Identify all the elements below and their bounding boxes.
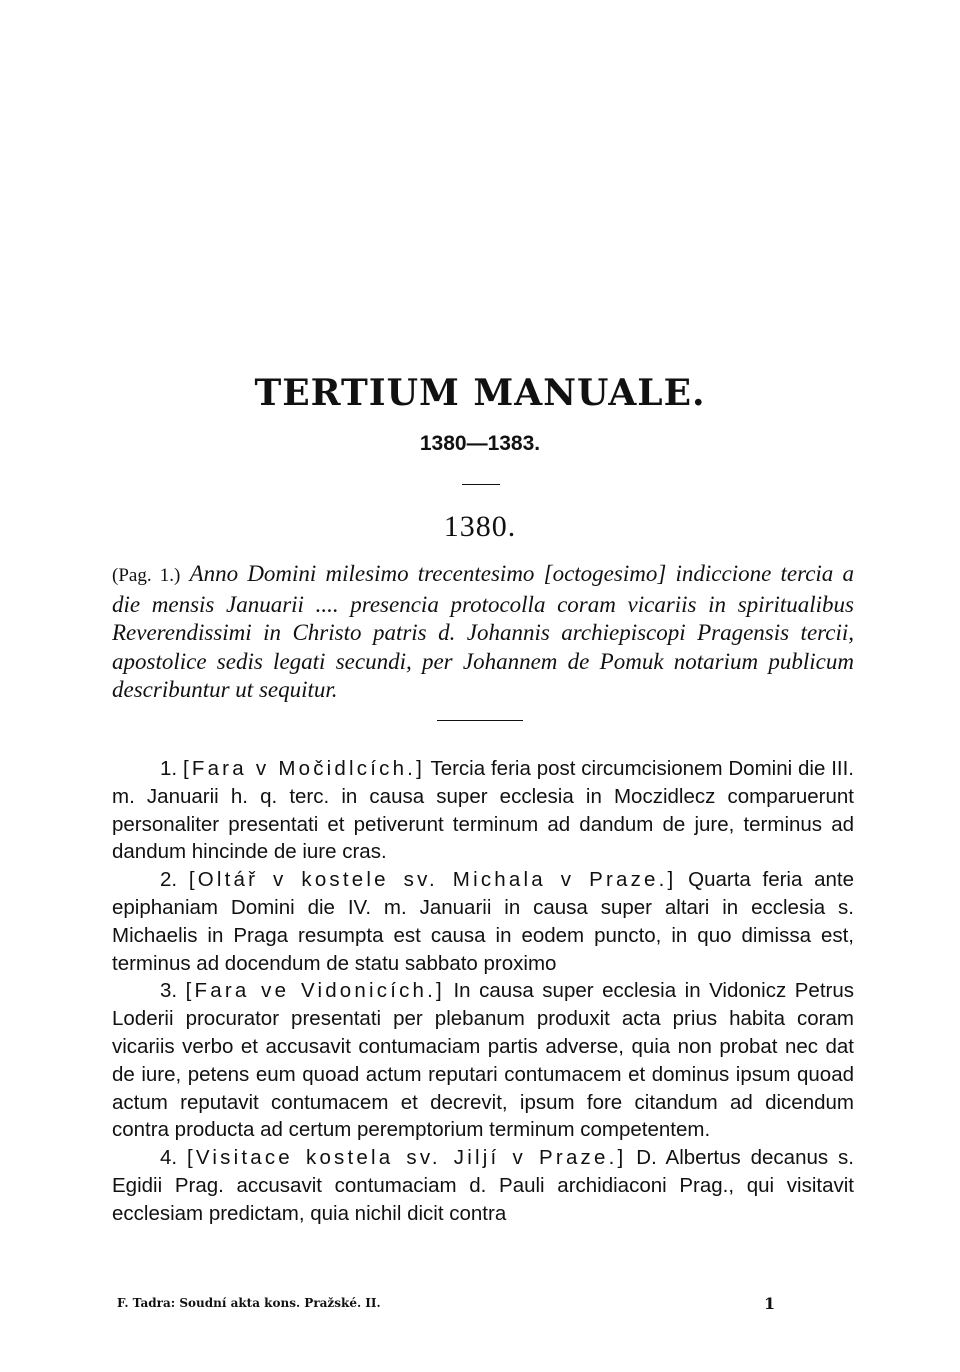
intro-paragraph bbox=[112, 560, 854, 705]
entry-number: 3. bbox=[160, 979, 178, 1003]
entry-text: Tercia feria post circumcisionem Domini die III. m. Januarii h. q. terc. in causa super ecclesia in Moczidlecz comparuerunt personaliter presentati et petiverunt terminum ad dandum de jure, terminus ad dandum hincinde de iure cras. bbox=[112, 757, 854, 864]
section-year: 1380. bbox=[443, 510, 517, 543]
divider-rule bbox=[437, 720, 523, 721]
entry-text: In causa super ecclesia in Vidonicz Petrus Loderii procurator presentati per plebanum produxit acta prius habita coram vicariis verbo et accusavit contumaciam partis adverse, quia non probat nec dat de iure, petens eum quoad actum reputari contumacem et dominus ipsum quoad actum reputavit contumacem et decrevit, ipsum fore citandum ad dicendum contra producta ad certum peremptorium terminum competentem. bbox=[112, 979, 854, 1142]
divider-short bbox=[462, 484, 500, 485]
entry-item bbox=[112, 1144, 854, 1227]
entry-number: 4. bbox=[160, 1146, 178, 1170]
entry-heading: [Oltář v kostele sv. Michala v Praze.] bbox=[188, 868, 677, 892]
entry-heading: [Fara ve Vidonicích.] bbox=[185, 979, 445, 1003]
entry-heading: [Visitace kostela sv. Jiljí v Praze.] bbox=[187, 1146, 627, 1170]
entry-text: Quarta feria ante epiphaniam Domini die IV. m. Januarii in causa super altari in ecclesia s. Michaelis in Praga resumpta est causa in eodem puncto, in quo dimissa est, terminus ad docendum de statu sabbato proximo bbox=[112, 868, 854, 975]
entry-item bbox=[112, 977, 854, 1144]
year-range: 1380—1383. bbox=[419, 432, 541, 455]
intro-text: Anno Domini milesimo trecentesimo [octogesimo] indiccione tercia a die mensis Januarii .... presencia protocolla coram vicariis in spiritualibus Reverendissimi in Christo patris d. Johannis archiepiscopi Pragensis tercii, apostolice sedis legati secundi, per Johannem de Pomuk notarium publicum describuntur ut sequitur. bbox=[112, 561, 854, 702]
entry-number: 2. bbox=[160, 868, 178, 892]
page-reference: (Pag. 1.) bbox=[112, 565, 181, 586]
page-number: 1 bbox=[764, 1294, 776, 1313]
entry-text: D. Albertus decanus s. Egidii Prag. accusavit contumaciam d. Pauli archidiaconi Prag., qui visitavit ecclesiam predictam, quia nichil dicit contra bbox=[112, 1146, 854, 1225]
entry-item bbox=[112, 866, 854, 977]
entry-heading: [Fara v Močidlcích.] bbox=[182, 757, 425, 780]
entries-list bbox=[112, 755, 854, 1228]
footer-signature: F. Tadra: Soudní akta kons. Pražské. II. bbox=[117, 1296, 381, 1310]
document-title: TERTIUM MANUALE. bbox=[254, 372, 706, 414]
entry-number: 1. bbox=[160, 757, 178, 780]
entry-item bbox=[112, 755, 854, 866]
